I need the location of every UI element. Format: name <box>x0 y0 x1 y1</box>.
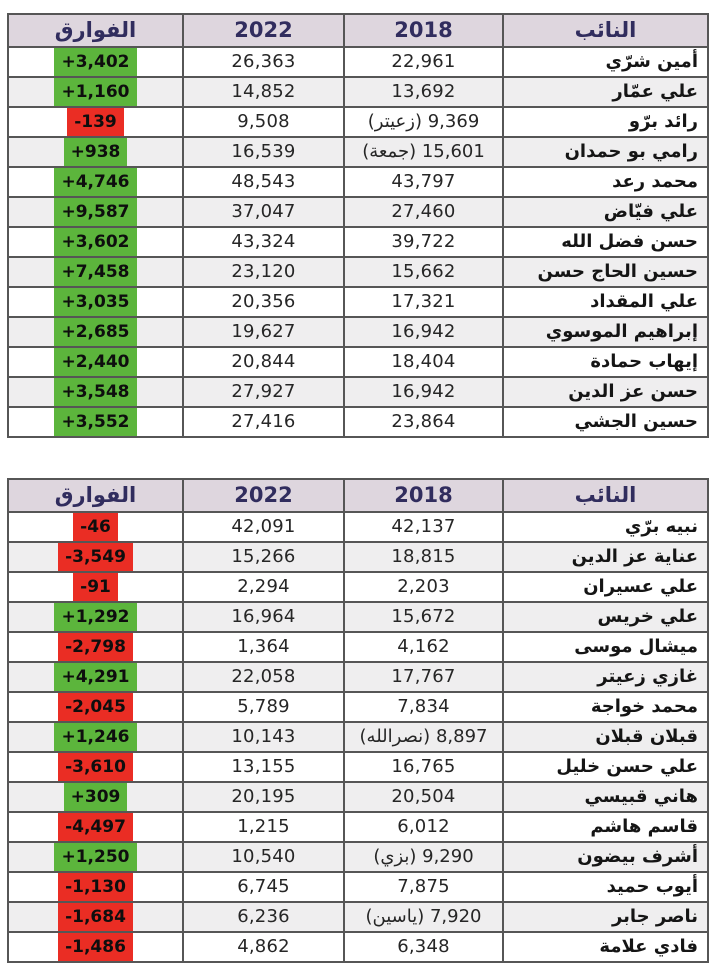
column-header-2018: 2018 <box>344 14 503 47</box>
votes-2018-cell: 17,767 <box>344 662 503 692</box>
deputy-name-cell: رامي بو حمدان <box>503 137 708 167</box>
votes-2018-cell: 23,864 <box>344 407 503 437</box>
deputy-name-cell: إيهاب حمادة <box>503 347 708 377</box>
table-row <box>8 602 708 632</box>
table-row <box>8 872 708 902</box>
votes-2022-cell: 20,844 <box>183 347 344 377</box>
votes-2022-cell: 48,543 <box>183 167 344 197</box>
difference-cell <box>8 692 183 722</box>
difference-badge: +1,160 <box>54 78 136 106</box>
difference-badge: +938 <box>64 138 128 166</box>
column-header-deputy: النائب <box>503 479 708 512</box>
difference-badge: -1,684 <box>58 903 133 931</box>
difference-badge: -1,486 <box>58 933 133 961</box>
table-row <box>8 692 708 722</box>
table-row <box>8 107 708 137</box>
difference-badge: -4,497 <box>58 813 133 841</box>
votes-2018-cell: 8,897 (نصرالله) <box>344 722 503 752</box>
deputy-name-cell: أشرف بيضون <box>503 842 708 872</box>
difference-badge: -2,798 <box>58 633 133 661</box>
column-header-deputy: النائب <box>503 14 708 47</box>
deputy-name-cell: علي فيّاض <box>503 197 708 227</box>
difference-badge: +3,552 <box>54 408 136 436</box>
votes-2022-cell: 1,215 <box>183 812 344 842</box>
table-row <box>8 812 708 842</box>
votes-2018-cell: 43,797 <box>344 167 503 197</box>
difference-cell <box>8 872 183 902</box>
difference-cell <box>8 782 183 812</box>
difference-cell <box>8 902 183 932</box>
difference-cell <box>8 77 183 107</box>
difference-badge: +4,746 <box>54 168 136 196</box>
difference-badge: +2,685 <box>54 318 136 346</box>
votes-2018-cell: 39,722 <box>344 227 503 257</box>
votes-2018-cell: 16,942 <box>344 377 503 407</box>
deputy-name-cell: غازي زعيتر <box>503 662 708 692</box>
difference-badge: +2,440 <box>54 348 136 376</box>
votes-2018-cell: 9,369 (زعيتر) <box>344 107 503 137</box>
votes-2022-cell: 22,058 <box>183 662 344 692</box>
difference-cell <box>8 812 183 842</box>
deputy-name-cell: فادي علامة <box>503 932 708 962</box>
deputy-name-cell: علي خريس <box>503 602 708 632</box>
deputy-name-cell: ناصر جابر <box>503 902 708 932</box>
table-row <box>8 572 708 602</box>
difference-cell <box>8 752 183 782</box>
deputy-name-cell: علي المقداد <box>503 287 708 317</box>
deputy-name-cell: علي حسن خليل <box>503 752 708 782</box>
votes-2018-cell: 15,601 (جمعة) <box>344 137 503 167</box>
difference-badge: -91 <box>73 573 118 601</box>
votes-2018-cell: 15,672 <box>344 602 503 632</box>
difference-cell <box>8 842 183 872</box>
difference-cell <box>8 347 183 377</box>
difference-badge: +3,548 <box>54 378 136 406</box>
difference-cell <box>8 542 183 572</box>
deputy-name-cell: حسين الحاج حسن <box>503 257 708 287</box>
table-row <box>8 197 708 227</box>
difference-cell <box>8 317 183 347</box>
difference-badge: -46 <box>73 513 118 541</box>
difference-cell <box>8 167 183 197</box>
deputy-name-cell: حسين الجشي <box>503 407 708 437</box>
column-header-diff: الفوارق <box>8 14 183 47</box>
deputy-name-cell: قبلان قبلان <box>503 722 708 752</box>
table-row <box>8 722 708 752</box>
difference-cell <box>8 662 183 692</box>
votes-2022-cell: 37,047 <box>183 197 344 227</box>
column-header-2022: 2022 <box>183 479 344 512</box>
table-row <box>8 347 708 377</box>
difference-cell <box>8 932 183 962</box>
difference-badge: +3,035 <box>54 288 136 316</box>
table-row <box>8 47 708 77</box>
difference-badge: +309 <box>64 783 128 811</box>
column-header-diff: الفوارق <box>8 479 183 512</box>
table-row <box>8 752 708 782</box>
table-row <box>8 662 708 692</box>
votes-2022-cell: 14,852 <box>183 77 344 107</box>
table-row <box>8 902 708 932</box>
difference-cell <box>8 602 183 632</box>
deputy-name-cell: حسن فضل الله <box>503 227 708 257</box>
votes-2018-cell: 4,162 <box>344 632 503 662</box>
deputy-name-cell: أيوب حميد <box>503 872 708 902</box>
votes-2022-cell: 27,927 <box>183 377 344 407</box>
votes-2018-cell: 7,834 <box>344 692 503 722</box>
votes-2018-cell: 7,920 (ياسين) <box>344 902 503 932</box>
table-row <box>8 317 708 347</box>
deputy-name-cell: رائد برّو <box>503 107 708 137</box>
table-row <box>8 932 708 962</box>
table-row <box>8 257 708 287</box>
votes-2022-cell: 16,539 <box>183 137 344 167</box>
votes-2022-cell: 5,789 <box>183 692 344 722</box>
votes-2022-cell: 19,627 <box>183 317 344 347</box>
votes-table-bottom <box>7 478 709 963</box>
votes-2022-cell: 16,964 <box>183 602 344 632</box>
table-row <box>8 782 708 812</box>
votes-2018-cell: 9,290 (بزي) <box>344 842 503 872</box>
difference-cell <box>8 632 183 662</box>
votes-2018-cell: 2,203 <box>344 572 503 602</box>
difference-cell <box>8 107 183 137</box>
votes-2022-cell: 43,324 <box>183 227 344 257</box>
header-row <box>8 479 708 512</box>
column-header-2018: 2018 <box>344 479 503 512</box>
difference-badge: -139 <box>67 108 124 136</box>
votes-2022-cell: 9,508 <box>183 107 344 137</box>
votes-2022-cell: 4,862 <box>183 932 344 962</box>
difference-badge: -2,045 <box>58 693 133 721</box>
votes-table-bottom-body <box>8 512 708 962</box>
difference-cell <box>8 572 183 602</box>
difference-cell <box>8 257 183 287</box>
difference-cell <box>8 47 183 77</box>
difference-cell <box>8 512 183 542</box>
difference-cell <box>8 722 183 752</box>
difference-badge: +3,402 <box>54 48 136 76</box>
column-header-2022: 2022 <box>183 14 344 47</box>
votes-2022-cell: 2,294 <box>183 572 344 602</box>
votes-2018-cell: 27,460 <box>344 197 503 227</box>
votes-2022-cell: 1,364 <box>183 632 344 662</box>
table-row <box>8 542 708 572</box>
votes-2022-cell: 10,540 <box>183 842 344 872</box>
deputy-name-cell: أمين شرّي <box>503 47 708 77</box>
deputy-name-cell: علي عمّار <box>503 77 708 107</box>
votes-2018-cell: 13,692 <box>344 77 503 107</box>
votes-2018-cell: 18,815 <box>344 542 503 572</box>
table-row <box>8 167 708 197</box>
difference-badge: +1,292 <box>54 603 136 631</box>
table-row <box>8 77 708 107</box>
votes-2022-cell: 27,416 <box>183 407 344 437</box>
deputy-name-cell: إبراهيم الموسوي <box>503 317 708 347</box>
deputy-name-cell: علي عسيران <box>503 572 708 602</box>
difference-badge: +4,291 <box>54 663 136 691</box>
table-row <box>8 407 708 437</box>
deputy-name-cell: قاسم هاشم <box>503 812 708 842</box>
votes-2022-cell: 42,091 <box>183 512 344 542</box>
deputy-name-cell: هاني قبيسي <box>503 782 708 812</box>
difference-badge: -3,610 <box>58 753 133 781</box>
votes-2018-cell: 16,942 <box>344 317 503 347</box>
votes-2022-cell: 20,356 <box>183 287 344 317</box>
votes-2018-cell: 18,404 <box>344 347 503 377</box>
votes-2018-cell: 17,321 <box>344 287 503 317</box>
deputy-name-cell: حسن عز الدين <box>503 377 708 407</box>
difference-cell <box>8 137 183 167</box>
table-row <box>8 377 708 407</box>
difference-badge: -3,549 <box>58 543 133 571</box>
votes-2022-cell: 6,745 <box>183 872 344 902</box>
votes-2018-cell: 6,012 <box>344 812 503 842</box>
difference-cell <box>8 377 183 407</box>
table-row <box>8 227 708 257</box>
votes-table-top <box>7 13 709 438</box>
difference-badge: +7,458 <box>54 258 136 286</box>
difference-cell <box>8 197 183 227</box>
votes-2022-cell: 6,236 <box>183 902 344 932</box>
votes-2018-cell: 7,875 <box>344 872 503 902</box>
deputy-name-cell: عناية عز الدين <box>503 542 708 572</box>
deputy-name-cell: محمد رعد <box>503 167 708 197</box>
table-row <box>8 512 708 542</box>
difference-badge: +1,250 <box>54 843 136 871</box>
difference-cell <box>8 227 183 257</box>
table-row <box>8 287 708 317</box>
difference-cell <box>8 287 183 317</box>
votes-2022-cell: 15,266 <box>183 542 344 572</box>
votes-2018-cell: 42,137 <box>344 512 503 542</box>
votes-2018-cell: 22,961 <box>344 47 503 77</box>
header-row <box>8 14 708 47</box>
votes-2018-cell: 6,348 <box>344 932 503 962</box>
votes-2022-cell: 10,143 <box>183 722 344 752</box>
difference-cell <box>8 407 183 437</box>
votes-table-top-body <box>8 47 708 437</box>
votes-2022-cell: 20,195 <box>183 782 344 812</box>
votes-2018-cell: 16,765 <box>344 752 503 782</box>
difference-badge: +3,602 <box>54 228 136 256</box>
deputy-name-cell: محمد خواجة <box>503 692 708 722</box>
table-row <box>8 137 708 167</box>
difference-badge: -1,130 <box>58 873 133 901</box>
difference-badge: +9,587 <box>54 198 136 226</box>
votes-2022-cell: 23,120 <box>183 257 344 287</box>
votes-2018-cell: 15,662 <box>344 257 503 287</box>
deputy-name-cell: ميشال موسى <box>503 632 708 662</box>
votes-2018-cell: 20,504 <box>344 782 503 812</box>
deputy-name-cell: نبيه برّي <box>503 512 708 542</box>
votes-2022-cell: 26,363 <box>183 47 344 77</box>
table-row <box>8 632 708 662</box>
difference-badge: +1,246 <box>54 723 136 751</box>
table-row <box>8 842 708 872</box>
votes-2022-cell: 13,155 <box>183 752 344 782</box>
